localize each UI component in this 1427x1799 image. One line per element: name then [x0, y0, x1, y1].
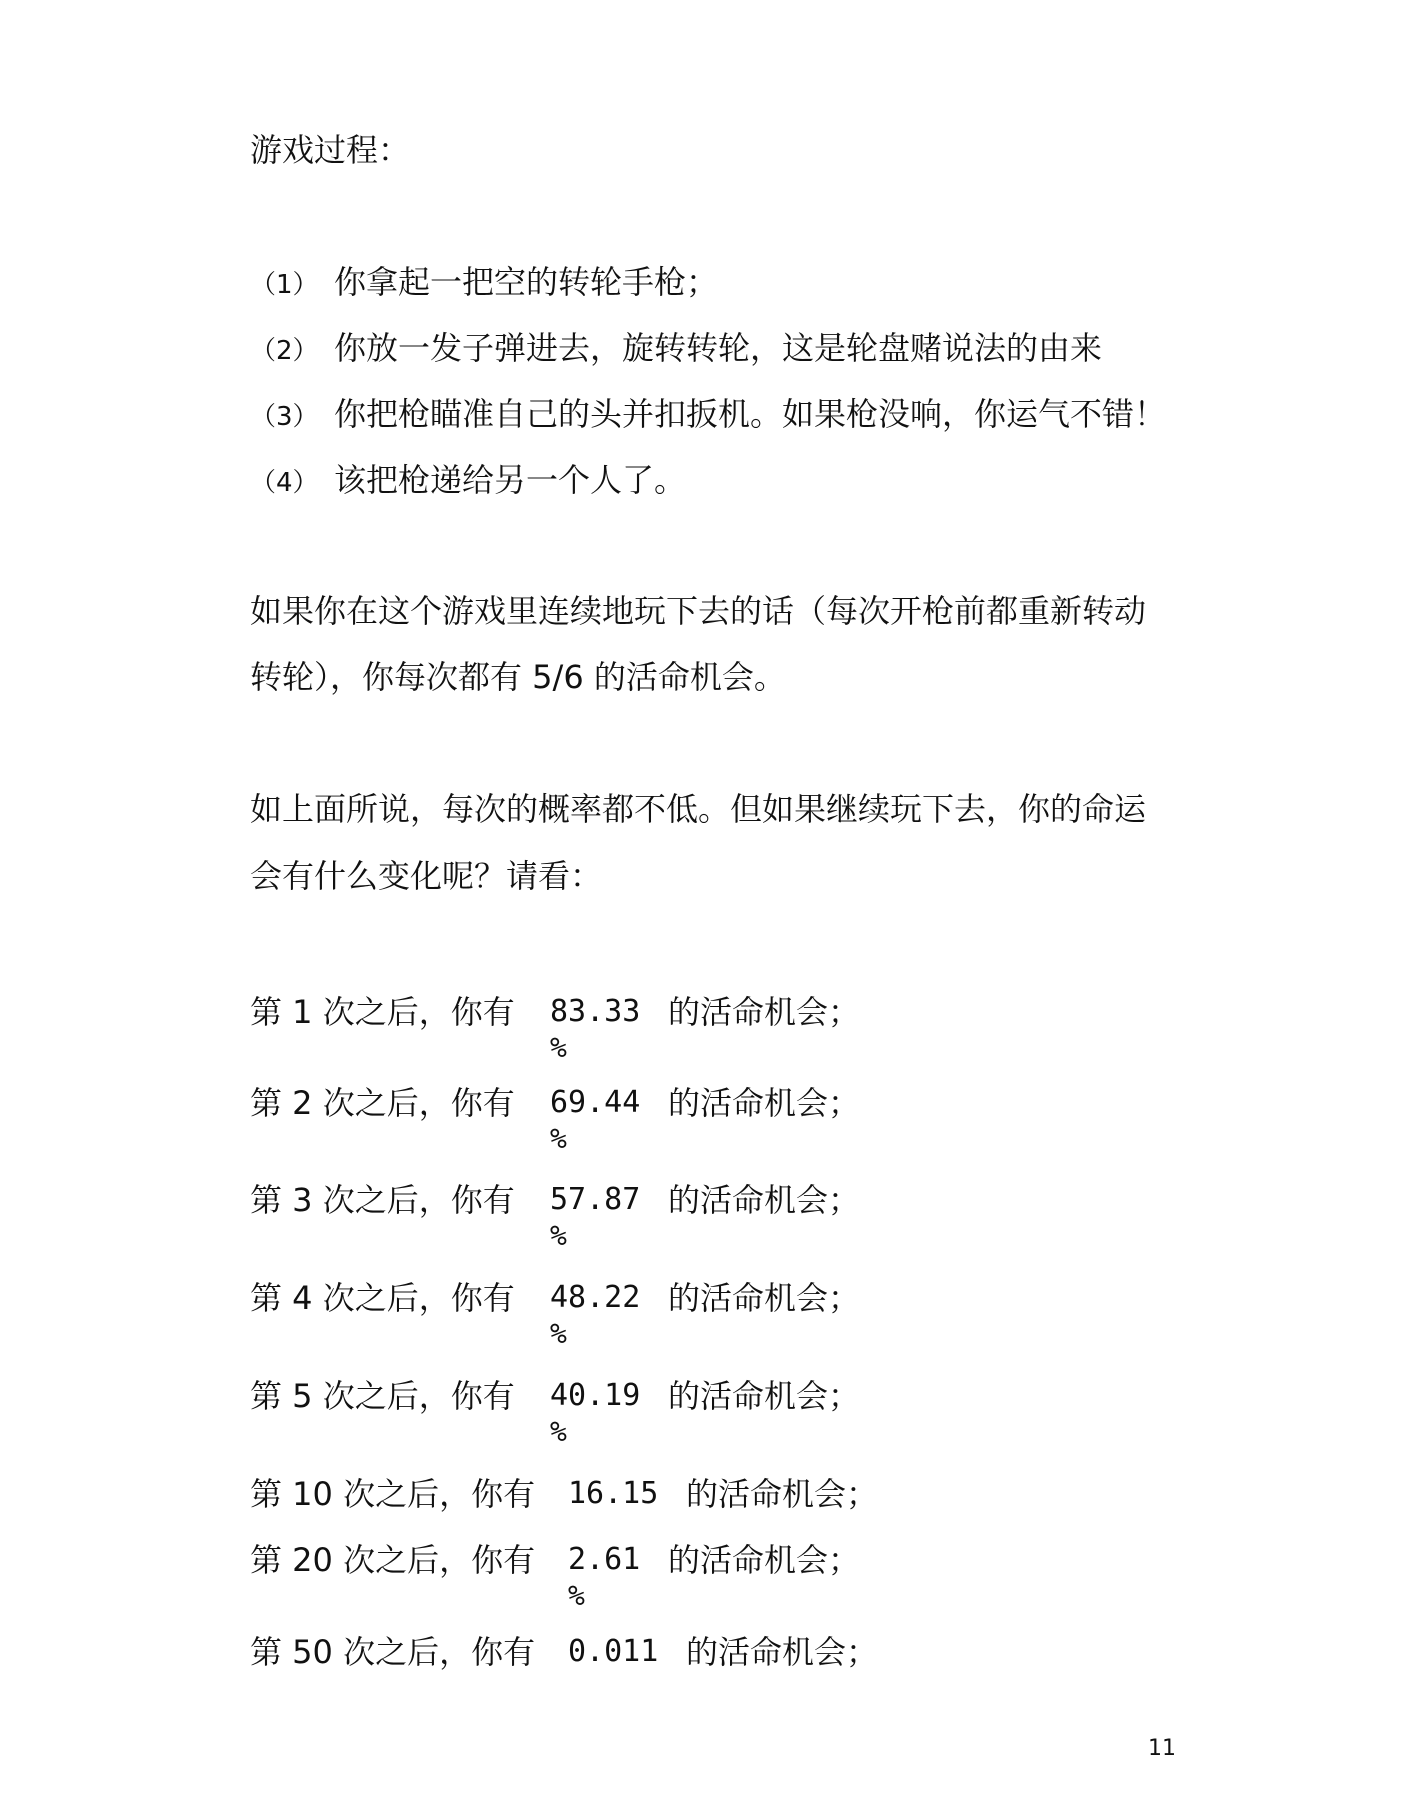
step-number: （2） [250, 336, 319, 366]
step-item [250, 460, 686, 503]
paragraph-line: 如果你在这个游戏里连续地玩下去的话（每次开枪前都重新转动 [250, 592, 1147, 630]
step-text: 你拿起一把空的转轮手枪； [334, 263, 719, 301]
survival-stat-row [250, 1632, 879, 1672]
stat-value: 2.61 [568, 1542, 641, 1577]
stat-value: 69.44 [550, 1085, 641, 1120]
stat-suffix: 的活命机会； [668, 1279, 861, 1317]
stat-value: 48.22 [550, 1280, 641, 1315]
stat-value: 0.011 [568, 1634, 659, 1669]
stat-value: 16.15 [568, 1476, 659, 1511]
survival-stat-row [250, 1474, 879, 1514]
stat-prefix: 第 10 次之后，你有 [250, 1475, 536, 1513]
paragraph-line: 会有什么变化呢？请看： [250, 857, 603, 895]
survival-stat-row [250, 1278, 861, 1350]
stat-prefix: 第 5 次之后，你有 [250, 1377, 515, 1415]
survival-stat-row [250, 1376, 861, 1448]
stat-prefix: 第 50 次之后，你有 [250, 1633, 536, 1671]
stat-prefix: 第 20 次之后，你有 [250, 1541, 536, 1579]
stat-value: 57.87 [550, 1182, 641, 1217]
step-item [250, 394, 1166, 437]
stat-prefix: 第 2 次之后，你有 [250, 1084, 515, 1122]
stat-percent: % [550, 1415, 567, 1448]
stat-suffix: 的活命机会； [668, 1181, 861, 1219]
stat-percent: % [550, 1219, 567, 1252]
survival-stat-row [250, 1540, 861, 1612]
stat-value: 40.19 [550, 1378, 641, 1413]
stat-suffix: 的活命机会； [668, 1377, 861, 1415]
survival-stat-row [250, 1180, 861, 1252]
stat-prefix: 第 1 次之后，你有 [250, 993, 515, 1031]
step-number: （3） [250, 402, 319, 432]
stat-percent: % [550, 1031, 567, 1064]
stat-suffix: 的活命机会； [686, 1633, 879, 1671]
step-number: （1） [250, 270, 319, 300]
paragraph-line: 如上面所说，每次的概率都不低。但如果继续玩下去，你的命运 [250, 790, 1147, 828]
stat-suffix: 的活命机会； [668, 993, 861, 1031]
stat-prefix: 第 3 次之后，你有 [250, 1181, 515, 1219]
step-text: 你把枪瞄准自己的头并扣扳机。如果枪没响，你运气不错！ [334, 395, 1167, 433]
survival-stat-row [250, 1083, 861, 1155]
stat-prefix: 第 4 次之后，你有 [250, 1279, 515, 1317]
stat-percent: % [568, 1579, 585, 1612]
step-item [250, 328, 1102, 371]
page-number: 11 [1148, 1736, 1176, 1761]
survival-stat-row [250, 992, 861, 1064]
stat-percent: % [550, 1122, 567, 1155]
step-text: 该把枪递给另一个人了。 [334, 461, 687, 499]
stat-suffix: 的活命机会； [686, 1475, 879, 1513]
stat-value: 83.33 [550, 994, 641, 1029]
paragraph-line: 转轮），你每次都有 5/6 的活命机会。 [250, 658, 786, 696]
stat-percent: % [550, 1317, 567, 1350]
step-item [250, 262, 718, 305]
stat-suffix: 的活命机会； [668, 1084, 861, 1122]
section-heading: 游戏过程： [250, 131, 411, 169]
step-text: 你放一发子弹进去，旋转转轮，这是轮盘赌说法的由来 [334, 329, 1103, 367]
step-number: （4） [250, 468, 319, 498]
stat-suffix: 的活命机会； [668, 1541, 861, 1579]
